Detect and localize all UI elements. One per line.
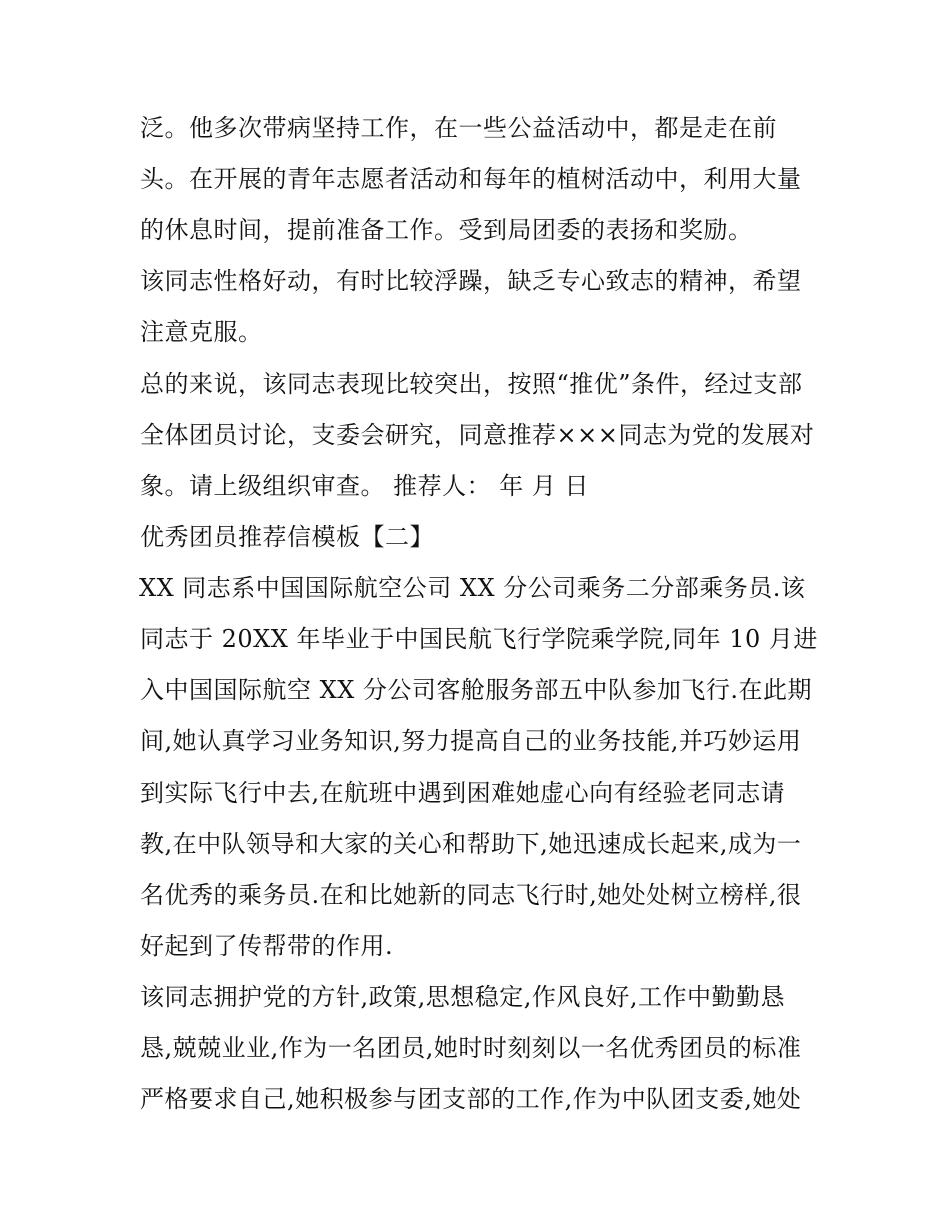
text-line: 注意克服。 — [140, 318, 263, 346]
text-line: 的休息时间，提前准备工作。受到局团委的表扬和奖励。 — [140, 216, 753, 244]
text-line: 恳,兢兢业业,作为一名团员,她时时刻刻以一名优秀团员的标准 — [140, 1034, 802, 1062]
text-line: 全体团员讨论，支委会研究，同意推荐×××同志为党的发展对 — [140, 421, 815, 449]
text-line: 该同志性格好动，有时比较浮躁，缺乏专心致志的精神，希望 — [140, 267, 802, 295]
text-line: 象。请上级组织审查。 推荐人： 年 月 日 — [140, 472, 590, 500]
text-line: 该同志拥护党的方针,政策,思想稳定,作风良好,工作中勤勤恳 — [140, 983, 786, 1011]
text-line: 到实际飞行中去,在航班中遇到困难她虚心向有经验老同志请 — [140, 779, 786, 807]
text-line: 教,在中队领导和大家的关心和帮助下,她迅速成长起来,成为一 — [140, 830, 802, 858]
text-line: 好起到了传帮带的作用. — [140, 932, 394, 960]
text-line: 入中国国际航空 XX 分公司客舱服务部五中队参加飞行.在此期 — [140, 676, 813, 704]
text-line: 头。在开展的青年志愿者活动和每年的植树活动中，利用大量 — [140, 165, 802, 193]
text-line: 同志于 20XX 年毕业于中国民航飞行学院乘学院,同年 10 月进 — [140, 625, 818, 653]
text-line: 泛。他多次带病坚持工作，在一些公益活动中，都是走在前 — [140, 114, 777, 142]
text-line: 间,她认真学习业务知识,努力提高自己的业务技能,并巧妙运用 — [140, 727, 802, 755]
section-heading: 优秀团员推荐信模板【二】 — [140, 523, 434, 551]
text-line: 严格要求自己,她积极参与团支部的工作,作为中队团支委,她处 — [140, 1085, 802, 1113]
text-line: 名优秀的乘务员.在和比她新的同志飞行时,她处处树立榜样,很 — [140, 881, 802, 909]
text-line: XX 同志系中国国际航空公司 XX 分公司乘务二分部乘务员.该 — [139, 574, 806, 602]
text-line: 总的来说，该同志表现比较突出，按照“推优”条件，经过支部 — [140, 370, 803, 398]
